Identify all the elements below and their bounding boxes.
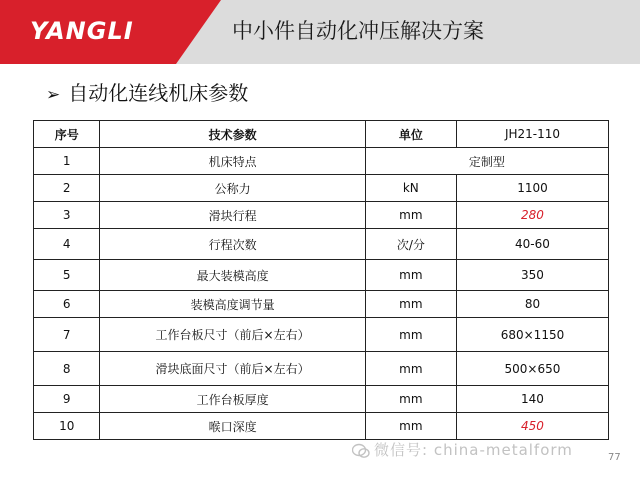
cell-unit: 次/分 [365, 229, 456, 260]
table-row [34, 148, 609, 175]
slide-title: 中小件自动化冲压解决方案 [232, 19, 484, 43]
cell-param: 工作台板厚度 [100, 386, 365, 413]
cell-no: 6 [34, 291, 100, 318]
table-row [34, 260, 609, 291]
cell-param: 滑块行程 [100, 202, 365, 229]
header-cell-unit: 单位 [365, 121, 456, 148]
cell-no: 4 [34, 229, 100, 260]
cell-no: 3 [34, 202, 100, 229]
table-row [34, 352, 609, 386]
watermark-text: 微信号: china-metalform [374, 441, 573, 459]
cell-value: 450 [456, 413, 608, 440]
cell-no: 2 [34, 175, 100, 202]
cell-unit: mm [365, 202, 456, 229]
cell-no: 7 [34, 318, 100, 352]
table-row [34, 386, 609, 413]
cell-param: 公称力 [100, 175, 365, 202]
cell-param: 机床特点 [100, 148, 365, 175]
table-row [34, 291, 609, 318]
cell-no: 5 [34, 260, 100, 291]
section-heading [46, 78, 248, 108]
cell-unit: mm [365, 318, 456, 352]
cell-value: 350 [456, 260, 608, 291]
cell-param: 装模高度调节量 [100, 291, 365, 318]
parameter-table [33, 120, 609, 440]
cell-no: 10 [34, 413, 100, 440]
table-row [34, 175, 609, 202]
company-logo: YANGLI [30, 17, 134, 45]
cell-unit: mm [365, 260, 456, 291]
header-cell-model: JH21-110 [456, 121, 608, 148]
cell-param: 行程次数 [100, 229, 365, 260]
table-body [34, 148, 609, 440]
table-row [34, 318, 609, 352]
cell-unit: kN [365, 175, 456, 202]
cell-param: 最大装模高度 [100, 260, 365, 291]
table-row [34, 202, 609, 229]
cell-value: 80 [456, 291, 608, 318]
cell-unit: mm [365, 352, 456, 386]
cell-value: 1100 [456, 175, 608, 202]
cell-value: 680×1150 [456, 318, 608, 352]
wechat-icon [352, 443, 370, 459]
header-cell-no: 序号 [34, 121, 100, 148]
cell-unit: mm [365, 413, 456, 440]
header-cell-param: 技术参数 [100, 121, 365, 148]
cell-param: 喉口深度 [100, 413, 365, 440]
cell-value: 40-60 [456, 229, 608, 260]
cell-unit: mm [365, 386, 456, 413]
cell-no: 1 [34, 148, 100, 175]
arrow-bullet-icon: ➢ [46, 85, 61, 105]
page-number: 77 [608, 452, 621, 463]
cell-value: 140 [456, 386, 608, 413]
cell-value: 280 [456, 202, 608, 229]
table-row [34, 413, 609, 440]
cell-unit: mm [365, 291, 456, 318]
watermark [352, 440, 573, 460]
cell-no: 9 [34, 386, 100, 413]
table-header-row [34, 121, 609, 148]
cell-value: 定制型 [365, 148, 608, 175]
cell-param: 工作台板尺寸（前后×左右） [100, 318, 365, 352]
cell-no: 8 [34, 352, 100, 386]
cell-value: 500×650 [456, 352, 608, 386]
table-row [34, 229, 609, 260]
header-bar [0, 0, 640, 64]
cell-param: 滑块底面尺寸（前后×左右） [100, 352, 365, 386]
section-heading-text: 自动化连线机床参数 [68, 81, 249, 105]
